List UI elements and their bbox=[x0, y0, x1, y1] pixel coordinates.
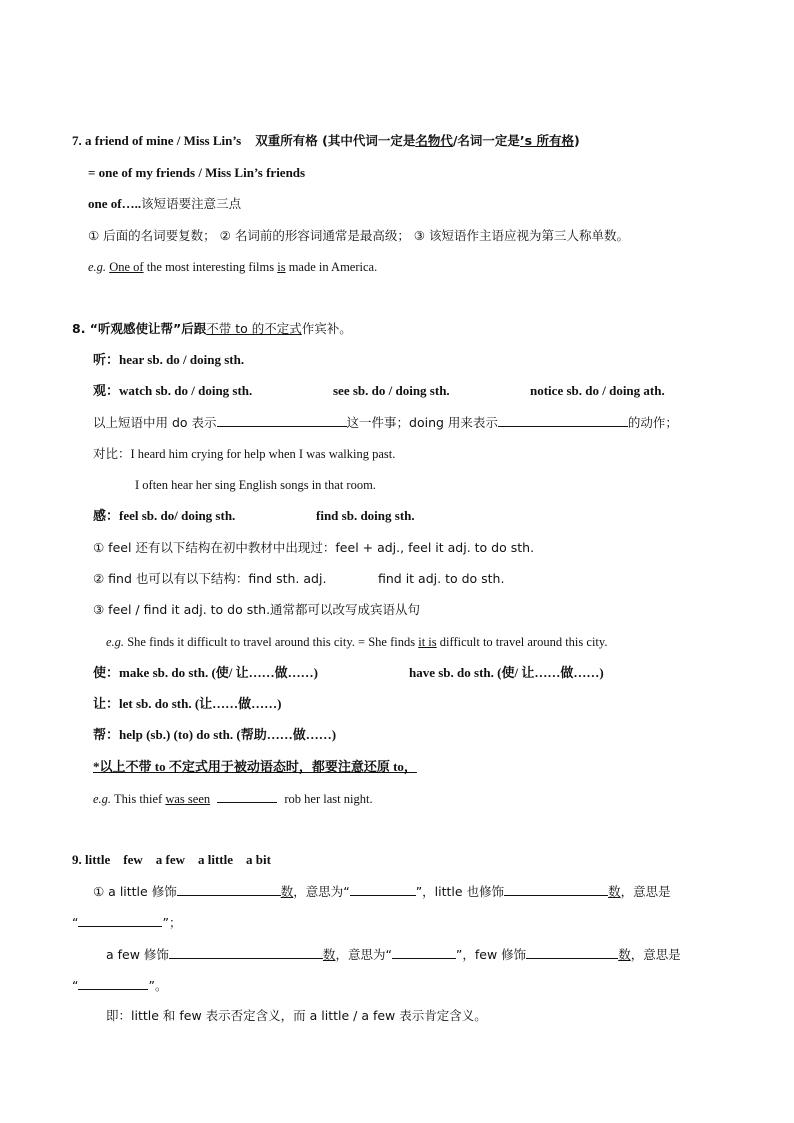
section-9-summary: 即：little 和 few 表示否定含义，而 a little / a few 表示肯定含义。 bbox=[106, 1008, 487, 1023]
section-9-line-3: a few 修饰 数，意思为“ ”，few 修饰 数，意思是 bbox=[106, 947, 681, 962]
answer-blank[interactable] bbox=[78, 977, 148, 990]
answer-blank[interactable] bbox=[498, 414, 628, 427]
find-structure-line-1: ② find 也可以有以下结构：find sth. adj. bbox=[93, 571, 327, 586]
answer-blank[interactable] bbox=[169, 946, 323, 959]
feel-structure-line: ① feel 还有以下结构在初中教材中出现过：feel + adj., feel it adj. to do sth. bbox=[93, 540, 535, 555]
section-7-oneof: one of…..该短语要注意三点 bbox=[88, 196, 242, 211]
ting-line: 听：hear sb. do / doing sth. bbox=[93, 352, 245, 367]
find-structure-line-3: ③ feel / find it adj. to do sth.通常都可以改写成宾语从句 bbox=[93, 602, 421, 617]
guan-line-3: notice sb. do / doing ath. bbox=[530, 383, 665, 398]
section-9-line-4: “ ”。 bbox=[72, 978, 168, 993]
passive-example: e.g. This thief was seen rob her last night. bbox=[93, 792, 373, 806]
section-7-heading: 7. a friend of mine / Miss Lin’s 双重所有格 (其中代词一定是名物代/名词一定是’s 所有格) bbox=[72, 133, 580, 148]
find-example: e.g. She finds it difficult to travel around this city. = She finds it is difficult to travel around this city. bbox=[106, 635, 608, 649]
section-9-heading: 9. little few a few a little a bit bbox=[72, 852, 271, 867]
rang-line: 让：let sb. do sth. (让……做……) bbox=[93, 696, 282, 711]
duibi-line-2: I often hear her sing English songs in that room. bbox=[135, 478, 376, 492]
section-7-points: ① 后面的名词要复数； ② 名词前的形容词通常是最高级； ③ 该短语作主语应视为第三人称单数。 bbox=[88, 228, 629, 243]
section-7-example: e.g. One of the most interesting films is made in America. bbox=[88, 260, 378, 274]
answer-blank[interactable] bbox=[392, 946, 456, 959]
shi-line-1: 使：make sb. do sth. (使/ 让……做……) bbox=[93, 665, 318, 680]
section-7-title: 7. a friend of mine / Miss Lin’s bbox=[72, 133, 242, 148]
guan-line-1: 观：watch sb. do / doing sth. bbox=[93, 383, 253, 398]
passive-note: *以上不带 to 不定式用于被动语态时，都要注意还原 to， bbox=[93, 759, 417, 774]
guan-line-2: see sb. do / doing sth. bbox=[333, 383, 450, 398]
answer-blank[interactable] bbox=[217, 414, 347, 427]
answer-blank[interactable] bbox=[350, 883, 416, 896]
gan-line-2: find sb. doing sth. bbox=[316, 508, 415, 523]
gan-line-1: 感：feel sb. do/ doing sth. bbox=[93, 508, 236, 523]
section-9-line-2: “ ”； bbox=[72, 915, 182, 930]
answer-blank[interactable] bbox=[504, 883, 608, 896]
duibi-line-1: 对比：I heard him crying for help when I was walking past. bbox=[93, 446, 396, 461]
shi-line-2: have sb. do sth. (使/ 让……做……) bbox=[409, 665, 604, 680]
section-8-heading: 8. “听观感使让帮”后跟不带 to 的不定式作宾补。 bbox=[72, 321, 352, 336]
answer-blank[interactable] bbox=[217, 790, 277, 803]
explanation-line: 以上短语中用 do 表示 这一件事；doing 用来表示 的动作； bbox=[93, 415, 678, 430]
section-9-line-1: ① a little 修饰 数，意思为“ ”，little 也修饰 数，意思是 bbox=[93, 884, 671, 899]
answer-blank[interactable] bbox=[177, 883, 281, 896]
answer-blank[interactable] bbox=[78, 914, 162, 927]
section-7-equivalent: = one of my friends / Miss Lin’s friends bbox=[88, 165, 306, 180]
bang-line: 帮：help (sb.) (to) do sth. (帮助……做……) bbox=[93, 727, 337, 742]
find-structure-line-2: find it adj. to do sth. bbox=[378, 571, 505, 586]
answer-blank[interactable] bbox=[526, 946, 618, 959]
